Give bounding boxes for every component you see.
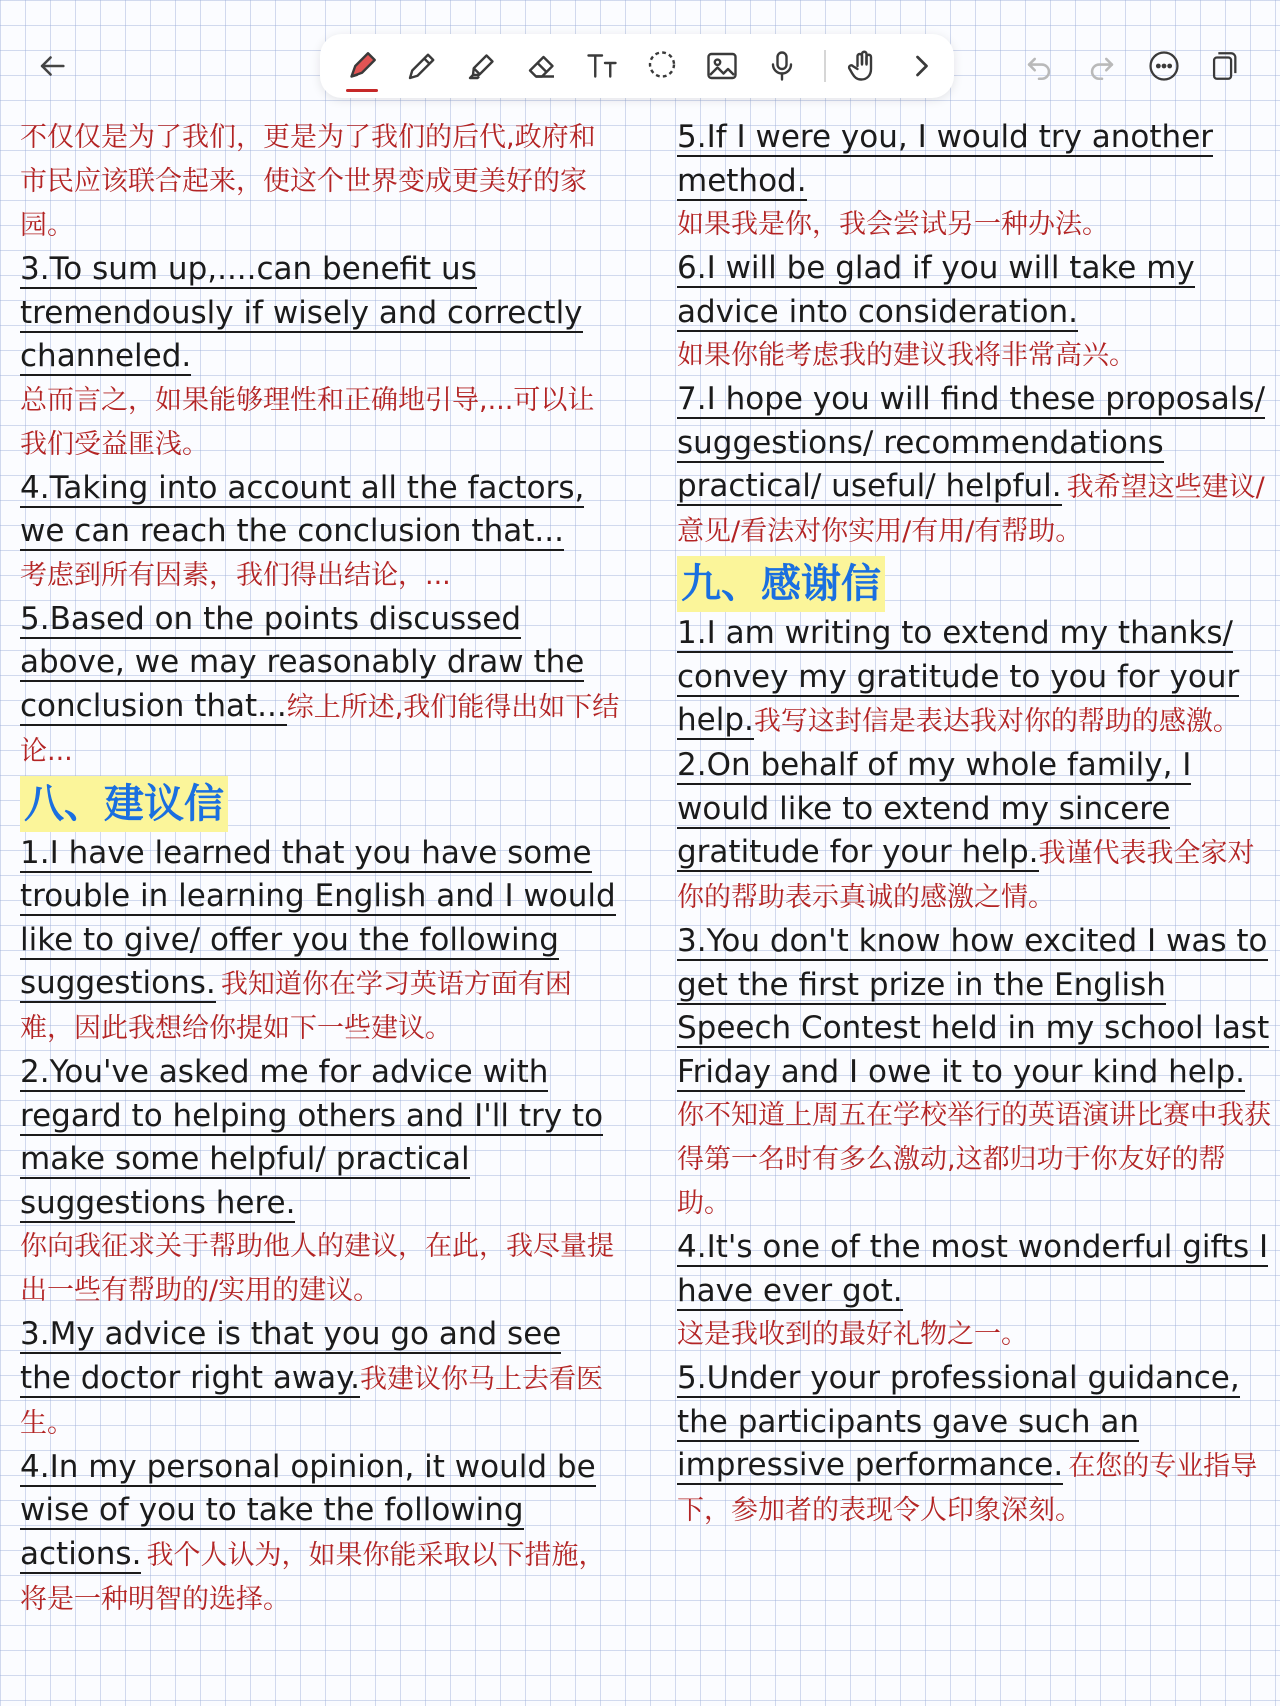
thanks-4-english: 4.It's one of the most wonderful gifts I have ever got. [677,1229,1269,1309]
advice-3 [20,1313,620,1446]
microphone-tool-button[interactable] [758,42,806,90]
conclusion-4 [20,467,620,554]
advice-2-translation: 你向我征求关于帮助他人的建议，在此，我尽量提出一些有帮助的/实用的建议。 [20,1231,614,1306]
undo-button[interactable] [1015,42,1063,90]
thanks-3-english: 3.You don't know how excited I was to get the first prize in the English Speech Contest held in my school last Friday and I owe it to your kind help. [677,923,1270,1090]
chevron-right-icon [904,48,940,84]
advice-4-translation: 我个人认为，如果你能采取以下措施，将是一种明智的选择。 [20,1539,606,1615]
advice-7-english: 7.I hope you will find these proposals/ suggestions/ recommendations practical/ useful/ helpful. [677,381,1266,504]
thanks-5-english: 5.Under your professional guidance, the participants gave such an impressive performance. [677,1360,1240,1483]
more-icon [1147,49,1181,83]
advice-1 [20,832,620,1052]
highlighter-icon [464,48,500,84]
microphone-icon [764,48,800,84]
thanks-2-english: 2.On behalf of my whole family, I would like to extend my sincere gratitude for your help. [677,747,1192,870]
advice-7-translation: 我希望这些建议/意见/看法对你实用/有用/有帮助。 [677,472,1265,547]
advice-2 [20,1051,620,1225]
conclusion-3-translation: 总而言之，如果能够理性和正确地引导,...可以让我们受益匪浅。 [20,384,595,460]
advice-6-english: 6.I will be glad if you will take my advice into consideration. [677,250,1195,330]
back-button[interactable] [28,42,76,90]
hand-pointer-icon [844,48,880,84]
eraser-tool-button[interactable] [518,42,566,90]
toolbar-divider [824,50,826,82]
left-column [20,116,620,1622]
advice-3-english: 3.My advice is that you go and see the doctor right away. [20,1316,562,1396]
thanks-2-translation: 我谨代表我全家对你的帮助表示真诚的感激之情。 [677,838,1255,913]
arrow-left-icon [35,49,69,83]
advice-7 [677,378,1277,554]
pencil-tool-button[interactable] [398,42,446,90]
image-icon [704,48,740,84]
pages-icon [1207,49,1241,83]
text-icon [584,48,620,84]
lasso-tool-button[interactable] [638,42,686,90]
advice-1-english: 1.I have learned that you have some trouble in learning English and I would like to give/ offer you the following suggestions. [20,834,616,1001]
thanks-1-translation: 我写这封信是表达我对你的帮助的感激。 [753,706,1240,737]
conclusion-4-translation: 考虑到所有因素，我们得出结论，... [20,559,451,591]
conclusion-5 [20,598,620,774]
advice-5-translation: 如果我是你，我会尝试另一种办法。 [677,209,1109,240]
pages-button[interactable] [1200,42,1248,90]
thanks-4-translation: 这是我收到的最好礼物之一。 [677,1319,1028,1350]
advice-1-translation: 我知道你在学习英语方面有困难，因此我想给你提如下一些建议。 [20,969,572,1044]
conclusion-2-translation: 不仅仅是为了我们，更是为了我们的后代,政府和市民应该联合起来，使这个世界变成更美好的家园。 [20,122,596,241]
redo-button[interactable] [1078,42,1126,90]
image-tool-button[interactable] [698,42,746,90]
undo-icon [1022,49,1056,83]
thanks-2 [677,744,1277,920]
conclusion-5-translation: 综上所述,我们能得出如下结论... [20,691,620,767]
lasso-icon [644,48,680,84]
more-options-button[interactable] [1140,42,1188,90]
thanks-3 [677,920,1277,1094]
top-bar [0,0,1280,130]
advice-5 [677,116,1277,203]
redo-icon [1085,49,1119,83]
hand-tool-button[interactable] [838,42,886,90]
thanks-1 [677,612,1277,744]
conclusion-5-english: 5.Based on the points discussed above, we may reasonably draw the conclusion that... [20,600,585,724]
thanks-5-translation: 在您的专业指导下，参加者的表现令人印象深刻。 [677,1451,1258,1526]
advice-4 [20,1446,620,1622]
section-heading-advice-letter: 八、建议信 [20,776,228,832]
advice-5-english: 5.If I were you, I would try another method. [677,119,1214,199]
advice-4-english: 4.In my personal opinion, it would be wise of you to take the following actions. [20,1448,596,1572]
conclusion-3 [20,248,620,379]
pen-icon [344,48,380,84]
advice-2-english: 2.You've asked me for advice with regard to helping others and I'll try to make some helpful/ practical suggestions here. [20,1054,604,1221]
pen-tool-button[interactable] [338,42,386,90]
advice-6-translation: 如果你能考虑我的建议我将非常高兴。 [677,340,1136,371]
thanks-3-translation: 你不知道上周五在学校举行的英语演讲比赛中我获得第一名时有多么激动,这都归功于你友好的帮助。 [677,1100,1271,1219]
conclusion-4-english: 4.Taking into account all the factors, we can reach the conclusion that... [20,469,585,549]
highlighter-tool-button[interactable] [458,42,506,90]
drawing-toolbar [320,34,954,98]
pencil-icon [404,48,440,84]
more-tools-button[interactable] [898,42,946,90]
text-tool-button[interactable] [578,42,626,90]
advice-3-translation: 我建议你马上去看医生。 [20,1363,603,1439]
thanks-4 [677,1226,1277,1313]
thanks-1-english: 1.I am writing to extend my thanks/ convey my gratitude to you for your help. [677,615,1240,738]
right-column [677,116,1277,1533]
advice-6 [677,247,1277,334]
section-heading-thank-you-letter: 九、感谢信 [677,556,885,612]
eraser-icon [524,48,560,84]
thanks-5 [677,1357,1277,1533]
conclusion-3-english: 3.To sum up,....can benefit us tremendously if wisely and correctly channeled. [20,251,583,374]
